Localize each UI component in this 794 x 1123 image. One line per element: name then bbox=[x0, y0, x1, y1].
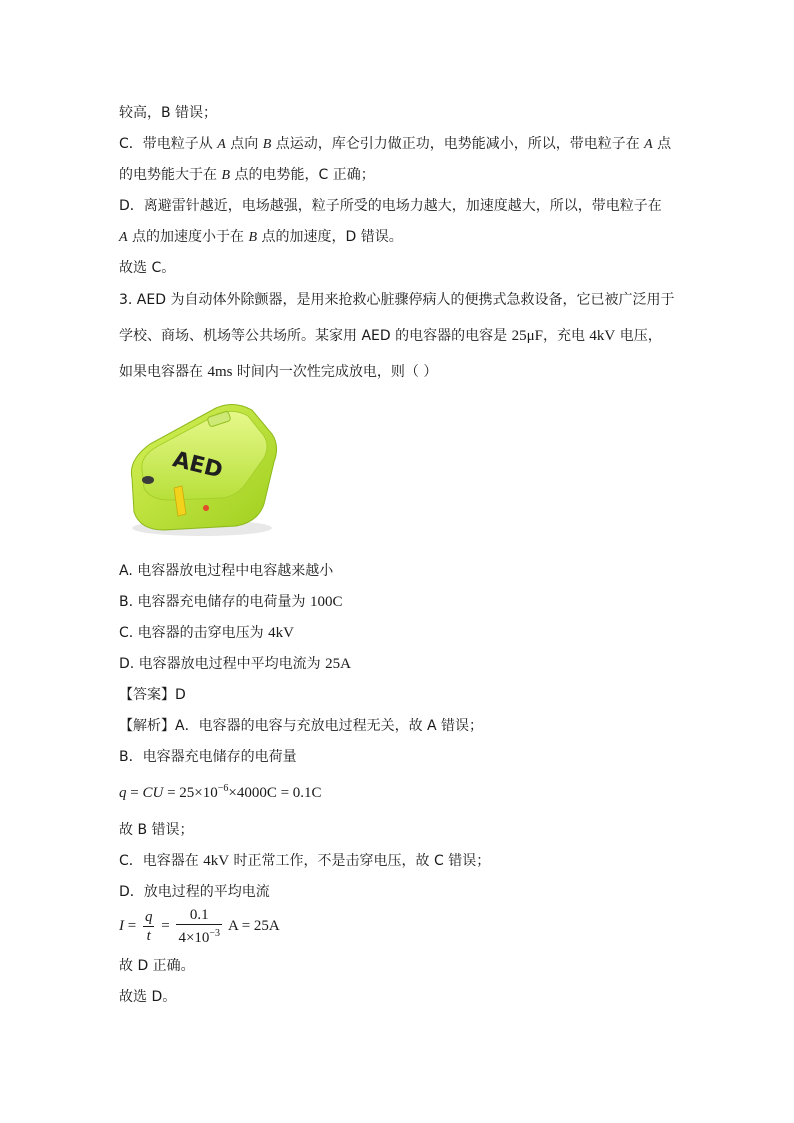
voltage-value: 4kV bbox=[203, 853, 230, 869]
fraction-denominator: t bbox=[146, 928, 151, 944]
formula-text: = 25×10 bbox=[163, 785, 218, 801]
analysis-text: B．电容器充电储存的电荷量 bbox=[119, 749, 297, 765]
analysis-line-d-end bbox=[119, 956, 195, 976]
option-b bbox=[119, 592, 342, 612]
option-c bbox=[119, 623, 294, 643]
aed-device-drawing bbox=[124, 400, 280, 540]
final-answer: 故选 D。 bbox=[119, 989, 177, 1005]
analysis-text: D．放电过程的平均电流 bbox=[119, 884, 270, 900]
text-line-2 bbox=[119, 134, 671, 155]
question-line-2 bbox=[119, 326, 662, 346]
formula-var-cu: CU bbox=[142, 785, 164, 801]
time-value: 4ms bbox=[207, 364, 233, 380]
fraction-q-over-t bbox=[143, 908, 155, 945]
solution-text: 点运动，库仑引力做正功，电势能减小，所以，带电粒子在 bbox=[271, 136, 645, 152]
solution-text: 点的电势能，C 正确； bbox=[230, 167, 375, 183]
formula-var-i: I bbox=[119, 917, 124, 934]
analysis-text: C．电容器在 bbox=[119, 853, 204, 869]
answer-label: 【答案】D bbox=[119, 687, 186, 703]
current-formula bbox=[119, 906, 280, 947]
formula-exponent: −3 bbox=[209, 928, 221, 939]
analysis-line-b bbox=[119, 747, 297, 767]
text-line-3 bbox=[119, 165, 375, 186]
text-line-5 bbox=[119, 227, 403, 248]
solution-text: C．带电粒子从 bbox=[119, 136, 218, 152]
formula-var-q: q bbox=[119, 785, 127, 801]
option-c-value: 4kV bbox=[268, 625, 294, 641]
point-label: A bbox=[217, 137, 226, 152]
formula-eq: = bbox=[157, 917, 174, 934]
denominator-base: 4×10 bbox=[178, 930, 210, 946]
fraction-numerator: 0.1 bbox=[176, 906, 222, 925]
question-text: 如果电容器在 bbox=[119, 364, 208, 380]
analysis-line-b-end bbox=[119, 820, 194, 840]
point-label: A bbox=[119, 230, 128, 245]
text-line-4 bbox=[119, 196, 662, 216]
question-text: ，充电 bbox=[542, 328, 590, 344]
point-label: B bbox=[248, 230, 258, 245]
analysis-text: 【解析】A．电容器的电容与充放电过程无关，故 A 错误； bbox=[119, 718, 484, 734]
point-label: B bbox=[262, 137, 272, 152]
text-line-6 bbox=[119, 258, 175, 278]
aed-device-image bbox=[124, 400, 280, 540]
option-d-text: D. 电容器放电过程中平均电流为 bbox=[119, 656, 326, 672]
question-line-3 bbox=[119, 362, 437, 382]
question-line-1 bbox=[119, 290, 674, 310]
option-b-value: 100C bbox=[309, 594, 343, 610]
solution-text: 点的加速度小于在 bbox=[127, 229, 249, 245]
analysis-text: 故 D 正确。 bbox=[119, 958, 195, 974]
formula-text: ×4000C = 0.1C bbox=[228, 785, 322, 801]
fraction-denominator bbox=[176, 925, 222, 947]
analysis-line-d bbox=[119, 882, 270, 902]
solution-text: 点的加速度，D 错误。 bbox=[257, 229, 403, 245]
answer-line bbox=[119, 685, 186, 705]
solution-text: D．离避雷针越近，电场越强，粒子所受的电场力越大，加速度越大，所以，带电粒子在 bbox=[119, 198, 662, 214]
question-text: 时间内一次性完成放电，则（ ） bbox=[232, 364, 438, 380]
solution-text: 的电势能大于在 bbox=[119, 167, 222, 183]
text-line-1 bbox=[119, 103, 217, 123]
solution-text: 故选 C。 bbox=[119, 260, 176, 276]
voltage-value: 4kV bbox=[589, 328, 616, 344]
option-a-text: A. 电容器放电过程中电容越来越小 bbox=[119, 563, 334, 579]
question-text: 电压， bbox=[615, 328, 662, 344]
question-text: 3. AED 为自动体外除颤器，是用来抢救心脏骤停病人的便携式急救设备，它已被广泛用于 bbox=[119, 292, 675, 308]
solution-text: 点向 bbox=[225, 136, 263, 152]
point-label: B bbox=[221, 168, 231, 183]
formula-eq: = bbox=[126, 785, 143, 801]
point-label: A bbox=[644, 137, 653, 152]
option-d bbox=[119, 654, 351, 674]
formula-text: A = 25A bbox=[225, 917, 280, 934]
aed-label: AED bbox=[170, 447, 226, 484]
capacitance-value: 25μF bbox=[511, 328, 543, 344]
formula-eq: = bbox=[124, 917, 140, 934]
analysis-line-c bbox=[119, 851, 490, 871]
analysis-text: 时正常工作，不是击穿电压，故 C 错误； bbox=[229, 853, 491, 869]
option-b-text: B. 电容器充电储存的电荷量为 bbox=[119, 594, 310, 610]
fraction-numeric bbox=[176, 906, 222, 947]
charge-formula bbox=[119, 783, 322, 802]
solution-text: 较高，B 错误； bbox=[119, 105, 218, 121]
analysis-text: 故 B 错误； bbox=[119, 822, 194, 838]
final-answer-line bbox=[119, 987, 176, 1007]
option-a bbox=[119, 561, 333, 581]
question-text: 学校、商场、机场等公共场所。某家用 AED 的电容器的电容是 bbox=[119, 328, 512, 344]
option-c-text: C. 电容器的击穿电压为 bbox=[119, 625, 269, 641]
formula-exponent: −6 bbox=[217, 783, 229, 794]
analysis-line-a bbox=[119, 716, 483, 736]
solution-text: 点 bbox=[652, 136, 672, 152]
fraction-numerator: q bbox=[144, 909, 153, 925]
option-d-value: 25A bbox=[325, 656, 351, 672]
